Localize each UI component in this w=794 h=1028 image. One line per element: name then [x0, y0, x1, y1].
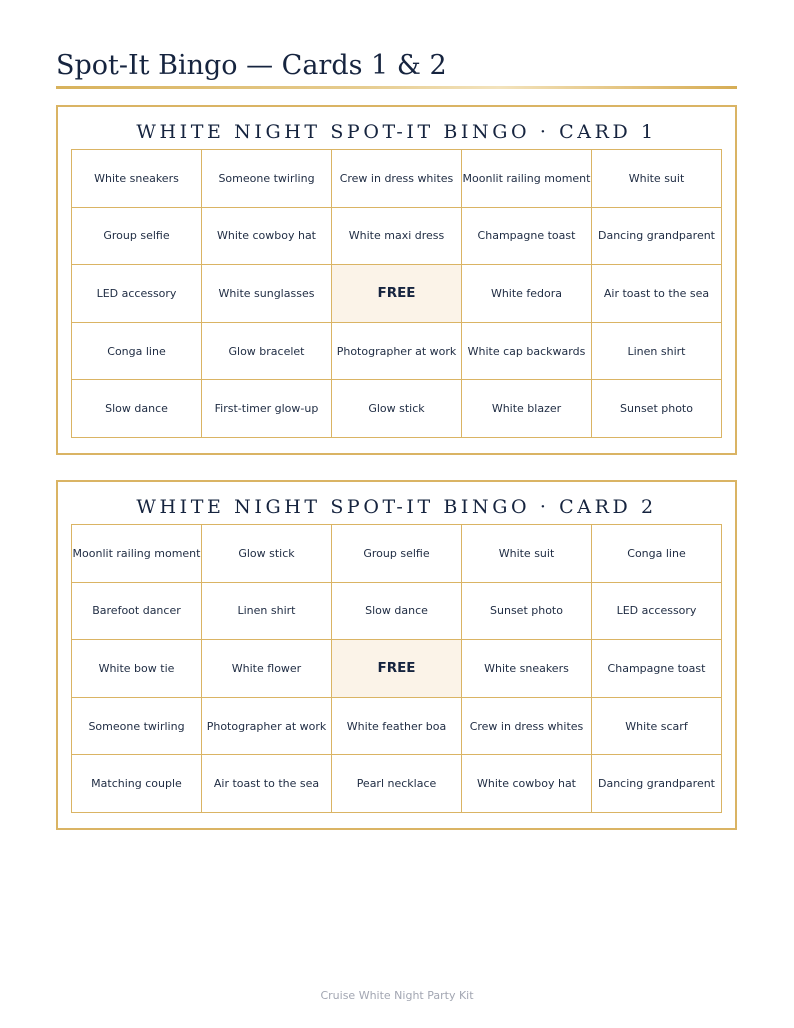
bingo-cell: Glow stick: [202, 525, 332, 583]
bingo-cell: White cowboy hat: [462, 755, 592, 813]
bingo-cell: Air toast to the sea: [592, 265, 722, 323]
bingo-cell: White flower: [202, 640, 332, 698]
bingo-cell: Group selfie: [72, 208, 202, 266]
bingo-cell: Glow stick: [332, 380, 462, 438]
bingo-cell: White feather boa: [332, 698, 462, 756]
bingo-card-1: [56, 105, 737, 455]
bingo-cell: LED accessory: [72, 265, 202, 323]
bingo-cell: White sneakers: [462, 640, 592, 698]
bingo-cell: White fedora: [462, 265, 592, 323]
bingo-card-2: [56, 480, 737, 830]
bingo-cell: Crew in dress whites: [332, 150, 462, 208]
bingo-cell: Champagne toast: [592, 640, 722, 698]
page-footer: Cruise White Night Party Kit: [320, 989, 474, 1002]
bingo-cell: White blazer: [462, 380, 592, 438]
bingo-cell: Linen shirt: [592, 323, 722, 381]
card-title: WHITE NIGHT SPOT-IT BINGO · CARD 2: [136, 496, 657, 518]
bingo-cell: White suit: [592, 150, 722, 208]
bingo-cell: Group selfie: [332, 525, 462, 583]
bingo-cell: White sneakers: [72, 150, 202, 208]
bingo-cell: Moonlit railing moment: [72, 525, 202, 583]
bingo-cell: Crew in dress whites: [462, 698, 592, 756]
bingo-cell: Linen shirt: [202, 583, 332, 641]
bingo-cell: Conga line: [72, 323, 202, 381]
bingo-cell: Dancing grandparent: [592, 755, 722, 813]
bingo-cell: Slow dance: [332, 583, 462, 641]
bingo-cell: White maxi dress: [332, 208, 462, 266]
bingo-cell: Barefoot dancer: [72, 583, 202, 641]
bingo-cell: Slow dance: [72, 380, 202, 438]
bingo-cell: Matching couple: [72, 755, 202, 813]
bingo-cell: First-timer glow-up: [202, 380, 332, 438]
bingo-free-cell: FREE: [332, 265, 462, 323]
bingo-cell: Glow bracelet: [202, 323, 332, 381]
bingo-cell: Someone twirling: [202, 150, 332, 208]
bingo-cell: Conga line: [592, 525, 722, 583]
bingo-grid: [71, 524, 722, 813]
card-title: WHITE NIGHT SPOT-IT BINGO · CARD 1: [136, 121, 657, 143]
title-divider: [56, 86, 737, 89]
bingo-cell: Champagne toast: [462, 208, 592, 266]
bingo-cell: Someone twirling: [72, 698, 202, 756]
bingo-cell: White bow tie: [72, 640, 202, 698]
bingo-cell: Sunset photo: [462, 583, 592, 641]
bingo-free-cell: FREE: [332, 640, 462, 698]
bingo-cell: Moonlit railing moment: [462, 150, 592, 208]
bingo-cell: Photographer at work: [202, 698, 332, 756]
bingo-cell: White suit: [462, 525, 592, 583]
page-title: Spot-It Bingo — Cards 1 & 2: [56, 50, 447, 81]
bingo-cell: Air toast to the sea: [202, 755, 332, 813]
bingo-cell: White sunglasses: [202, 265, 332, 323]
bingo-cell: Dancing grandparent: [592, 208, 722, 266]
bingo-grid: [71, 149, 722, 438]
bingo-cell: White cowboy hat: [202, 208, 332, 266]
bingo-cell: Sunset photo: [592, 380, 722, 438]
bingo-cell: White cap backwards: [462, 323, 592, 381]
bingo-cell: Photographer at work: [332, 323, 462, 381]
bingo-cell: Pearl necklace: [332, 755, 462, 813]
bingo-cell: White scarf: [592, 698, 722, 756]
bingo-cell: LED accessory: [592, 583, 722, 641]
